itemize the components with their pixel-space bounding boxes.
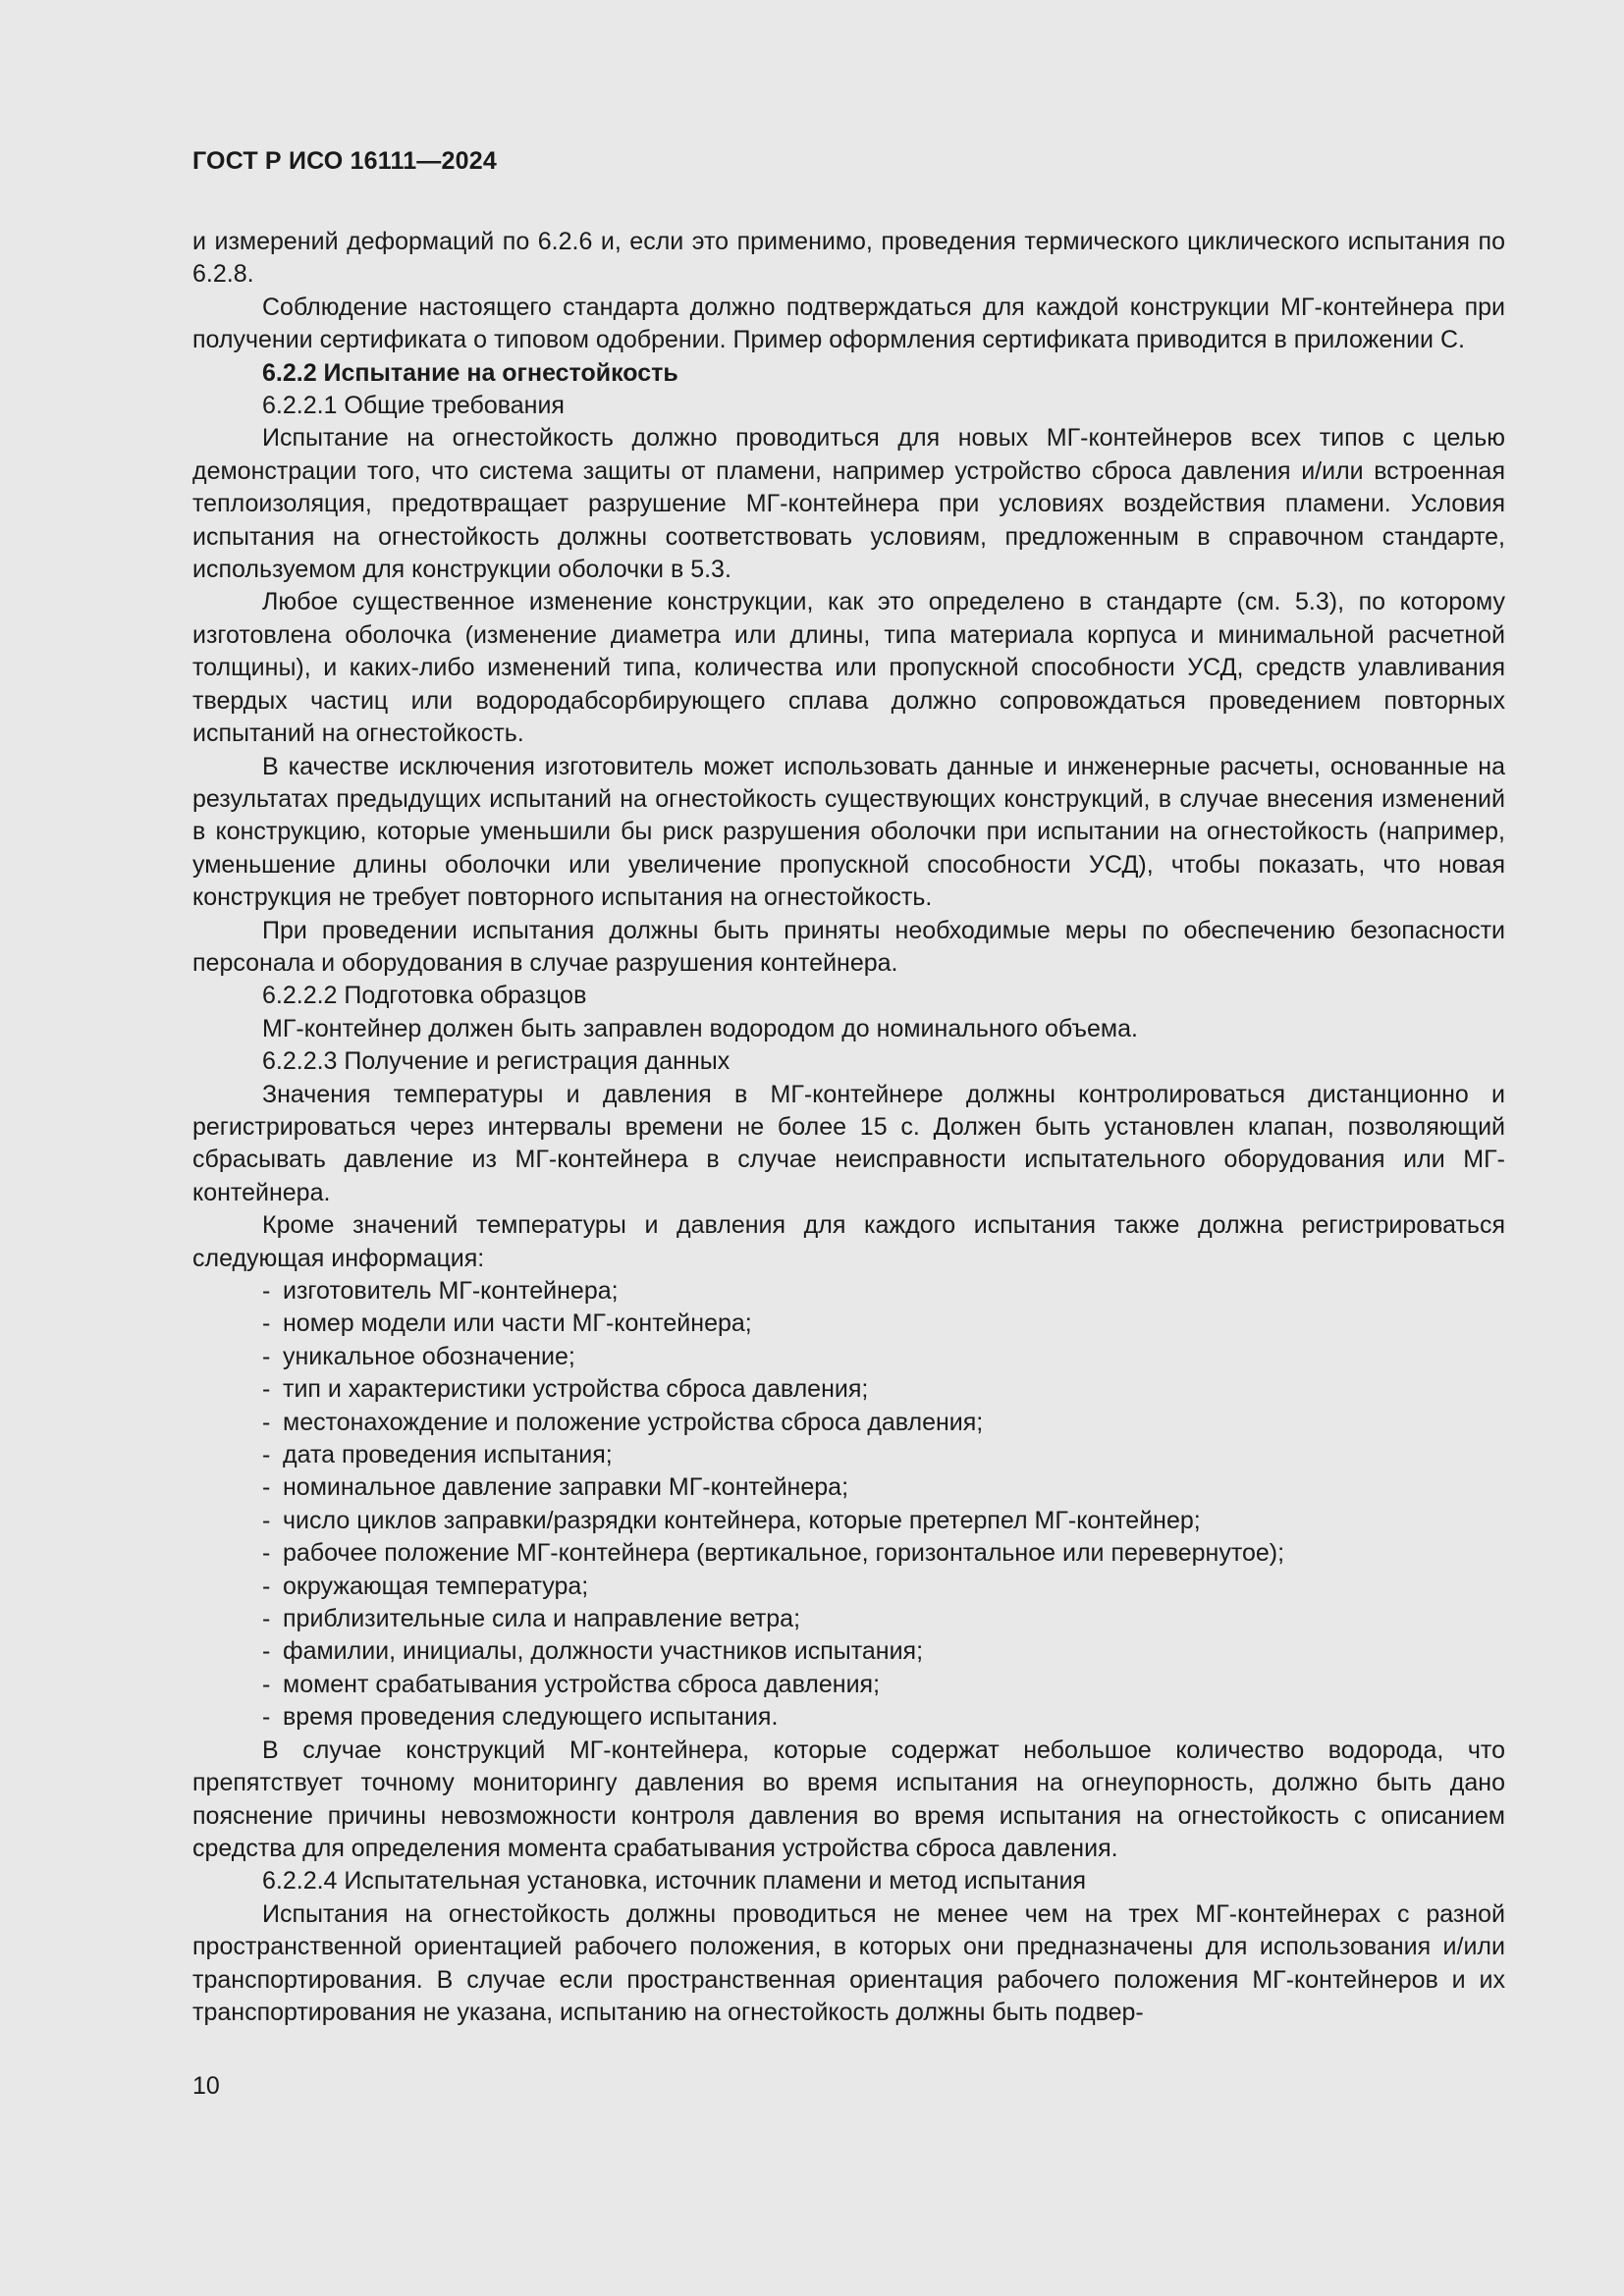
- dash-marker: -: [262, 1637, 271, 1666]
- list-item: - тип и характеристики устройства сброса давления;: [192, 1373, 1505, 1406]
- section-heading-6-2-2: 6.2.2 Испытание на огнестойкость: [262, 358, 678, 387]
- dash-marker: -: [262, 1572, 271, 1600]
- dash-marker: -: [262, 1605, 271, 1633]
- list-item: - уникальное обозначение;: [192, 1341, 1505, 1373]
- subsection-heading-6-2-2-2: 6.2.2.2 Подготовка образцов: [262, 982, 587, 1010]
- paragraph: Любое существенное изменение конструкции, как это определено в стандарте (см. 5.3), по которому изготовлена оболочка (изменение диаметра или длины, типа материала корпуса и минимальной расчетной толщины), и каких-либо изменений типа, количества или пропускной способности УСД, средств улавливания твердых частиц или водородабсорбирующего сплава должно сопровождаться проведением повторных испытаний на огнестойкость.: [192, 588, 1505, 748]
- dash-marker: -: [262, 1670, 271, 1698]
- paragraph: МГ-контейнер должен быть заправлен водородом до номинального объема.: [262, 1014, 1138, 1042]
- page-number: 10: [192, 2072, 220, 2100]
- dash-marker: -: [262, 1703, 271, 1732]
- dash-marker: -: [262, 1539, 271, 1568]
- list-item: - время проведения следующего испытания.: [192, 1701, 1505, 1734]
- dash-marker: -: [262, 1473, 271, 1502]
- dash-marker: -: [262, 1277, 271, 1305]
- list-item: - число циклов заправки/разрядки контейнера, которые претерпел МГ-контейнер;: [192, 1505, 1505, 1537]
- document-header: ГОСТ Р ИСО 16111—2024: [192, 147, 497, 175]
- list-item: - номер модели или части МГ-контейнера;: [192, 1308, 1505, 1340]
- dash-marker: -: [262, 1342, 271, 1370]
- document-body: [192, 226, 1505, 2029]
- list-item: - фамилии, инициалы, должности участников испытания;: [192, 1635, 1505, 1668]
- list-item: - окружающая температура;: [192, 1571, 1505, 1603]
- dash-marker: -: [262, 1408, 271, 1436]
- dash-marker: -: [262, 1309, 271, 1338]
- list-item: - номинальное давление заправки МГ-контейнера;: [192, 1471, 1505, 1504]
- paragraph: Испытания на огнестойкость должны проводиться не менее чем на трех МГ-контейнерах с разной пространственной ориентацией рабочего положения, в которых они предназначены для использования и/или транспортирования. В случае если пространственная ориентация рабочего положения МГ-контейнеров и их транспортирования не указана, испытанию на огнестойкость должны быть подвер-: [192, 1899, 1505, 2026]
- paragraph: В качестве исключения изготовитель может использовать данные и инженерные расчеты, основанные на результатах предыдущих испытаний на огнестойкость существующих конструкций, в случае внесения изменений в конструкцию, которые уменьшили бы риск разрушения оболочки при испытании на огнестойкость (например, уменьшение длины оболочки или увеличение пропускной способности УСД), чтобы показать, что новая конструкция не требует повторного испытания на огнестойкость.: [192, 752, 1505, 912]
- dash-marker: -: [262, 1506, 271, 1534]
- paragraph: Соблюдение настоящего стандарта должно подтверждаться для каждой конструкции МГ-контейнера при получении сертификата о типовом одобрении. Пример оформления сертификата приводится в приложении С.: [192, 293, 1505, 354]
- dash-marker: -: [262, 1441, 271, 1469]
- paragraph: Кроме значений температуры и давления для каждого испытания также должна регистрироваться следующая информация:: [192, 1211, 1505, 1272]
- paragraph: В случае конструкций МГ-контейнера, которые содержат небольшое количество водорода, что препятствует точному мониторингу давления во время испытания на огнеупорность, должно быть дано пояснение причины невозможности контроля давления во время испытания на огнестойкость с описанием средства для определения момента срабатывания устройства сброса давления.: [192, 1735, 1505, 1862]
- list-item: - рабочее положение МГ-контейнера (вертикальное, горизонтальное или перевернутое);: [192, 1537, 1505, 1570]
- list-item: - изготовитель МГ-контейнера;: [192, 1275, 1505, 1308]
- subsection-heading-6-2-2-3: 6.2.2.3 Получение и регистрация данных: [262, 1047, 731, 1076]
- list-item: - местонахождение и положение устройства сброса давления;: [192, 1407, 1505, 1439]
- subsection-heading-6-2-2-4: 6.2.2.4 Испытательная установка, источник пламени и метод испытания: [262, 1867, 1087, 1896]
- paragraph: При проведении испытания должны быть приняты необходимые меры по обеспечению безопасности персонала и оборудования в случае разрушения контейнера.: [192, 916, 1505, 977]
- dash-marker: -: [262, 1375, 271, 1404]
- list-item: - дата проведения испытания;: [192, 1439, 1505, 1471]
- list-item: - момент срабатывания устройства сброса давления;: [192, 1669, 1505, 1701]
- list-item: - приблизительные сила и направление ветра;: [192, 1603, 1505, 1635]
- recorded-info-list: [192, 1275, 1505, 1735]
- paragraph: Значения температуры и давления в МГ-контейнере должны контролироваться дистанционно и регистрироваться через интервалы времени не более 15 с. Должен быть установлен клапан, позволяющий сбрасывать давление из МГ-контейнера в случае неисправности испытательного оборудования или МГ-контейнера.: [192, 1080, 1505, 1206]
- paragraph: Испытание на огнестойкость должно проводиться для новых МГ-контейнеров всех типов с целью демонстрации того, что система защиты от пламени, например устройство сброса давления и/или встроенная теплоизоляция, предотвращает разрушение МГ-контейнера при условиях воздействия пламени. Условия испытания на огнестойкость должны соответствовать условиям, предложенным в справочном стандарте, используемом для конструкции оболочки в 5.3.: [192, 424, 1505, 584]
- subsection-heading-6-2-2-1: 6.2.2.1 Общие требования: [262, 392, 565, 420]
- paragraph: и измерений деформаций по 6.2.6 и, если это применимо, проведения термического циклического испытания по 6.2.8.: [192, 228, 1505, 289]
